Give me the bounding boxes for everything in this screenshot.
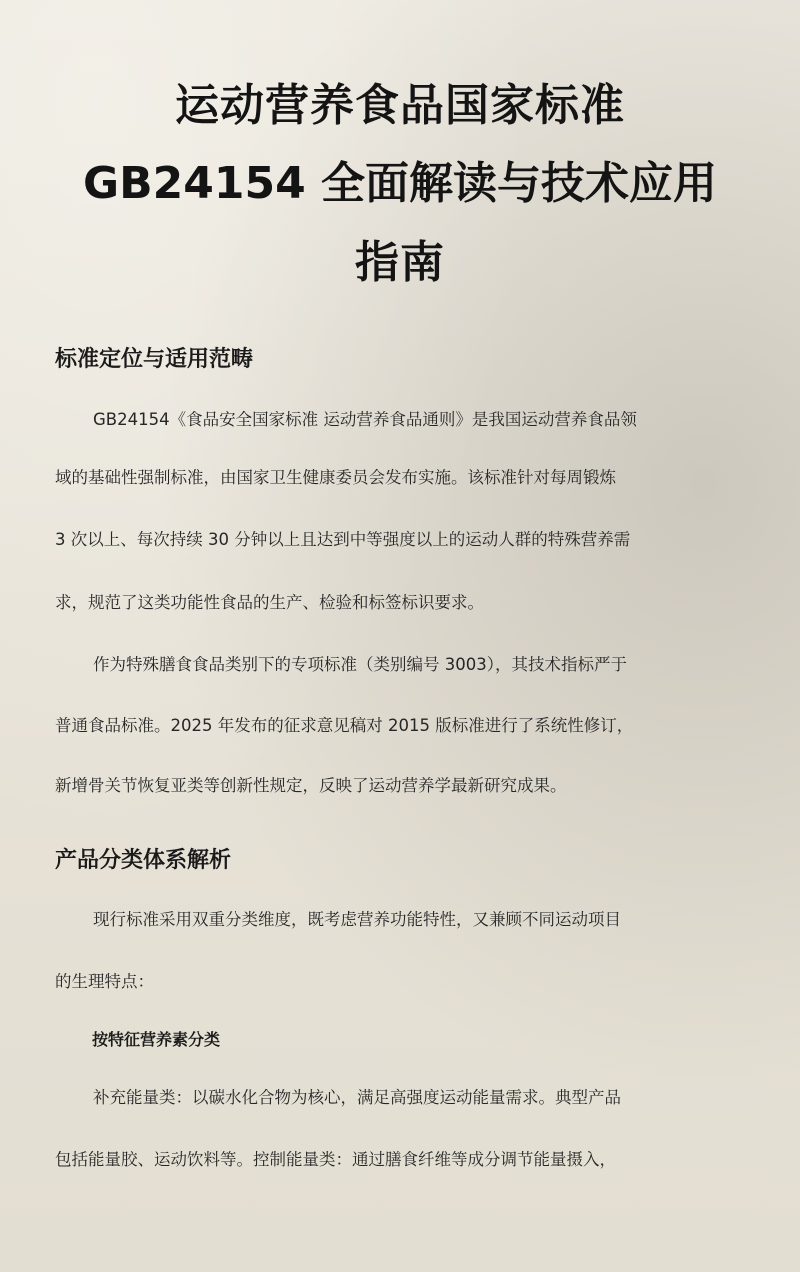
paragraph-line: 普通食品标准。2025 年发布的征求意见稿对 2015 版标准进行了系统性修订， [55,716,634,735]
section-heading-classification: 产品分类体系解析 [55,848,232,873]
section-heading-scope: 标准定位与适用范畴 [55,347,254,372]
paragraph-line: GB24154《食品安全国家标准 运动营养食品通则》是我国运动营养食品领 [93,410,637,429]
document-title-line-1: 运动营养食品国家标准 [175,80,625,131]
paragraph-line: 新增骨关节恢复亚类等创新性规定，反映了运动营养学最新研究成果。 [55,776,567,795]
subheading-nutrient-classification: 按特征营养素分类 [92,1030,221,1049]
paragraph-line: 包括能量胶、运动饮料等。控制能量类：通过膳食纤维等成分调节能量摄入， [55,1150,616,1169]
document-title-line-2: GB24154 全面解读与技术应用 [82,158,718,209]
paragraph-line: 作为特殊膳食食品类别下的专项标准（类别编号 3003），其技术指标严于 [93,655,627,674]
paragraph-line: 求，规范了这类功能性食品的生产、检验和标签标识要求。 [55,593,484,612]
paragraph-line: 3 次以上、每次持续 30 分钟以上且达到中等强度以上的运动人群的特殊营养需 [55,530,631,549]
paragraph-line: 补充能量类：以碳水化合物为核心，满足高强度运动能量需求。典型产品 [93,1088,621,1107]
paragraph-line: 的生理特点： [55,972,154,991]
paragraph-line: 现行标准采用双重分类维度，既考虑营养功能特性，又兼顾不同运动项目 [93,910,621,929]
paragraph-line: 域的基础性强制标准，由国家卫生健康委员会发布实施。该标准针对每周锻炼 [55,468,616,487]
document-title-line-3: 指南 [355,237,445,288]
